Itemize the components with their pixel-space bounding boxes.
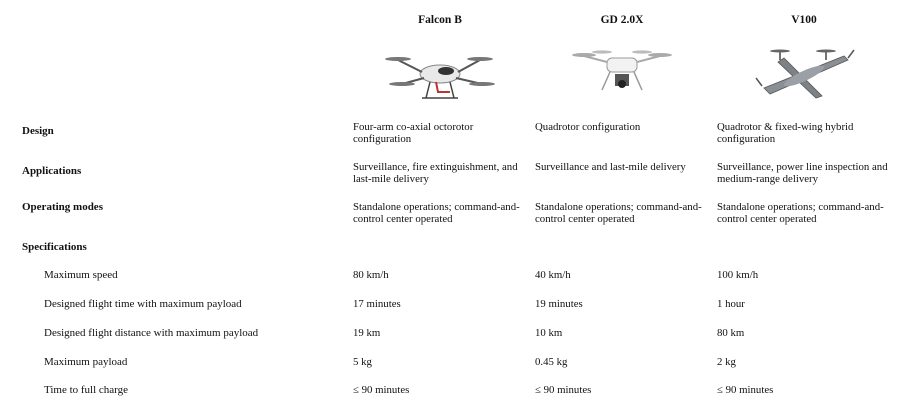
spec-label-flight-time: Designed flight time with maximum payload (44, 298, 242, 310)
spec-label-time-to-full-charge: Time to full charge (44, 384, 129, 396)
maximum-speed-gd-2-0x: 40 km/h (535, 269, 571, 281)
charge-time-gd-2-0x: ≤ 90 minutes (535, 384, 592, 396)
gd-2-0x-drone-image (562, 38, 682, 104)
flight-distance-gd-2-0x: 10 km (535, 327, 563, 339)
charge-time-v100: ≤ 90 minutes (717, 384, 774, 396)
model-name-gd-2-0x: GD 2.0X (600, 14, 644, 26)
charge-time-falcon-b: ≤ 90 minutes (353, 384, 410, 396)
spec-label-maximum-speed: Maximum speed (44, 269, 118, 281)
v100-drone-image (744, 38, 864, 104)
spec-label-maximum-payload: Maximum payload (44, 356, 128, 368)
operating-modes-gd-2-0x: Standalone operations; command-and-control center operated (535, 201, 702, 225)
flight-time-falcon-b: 17 minutes (353, 298, 401, 310)
row-label-operating-modes: Operating modes (22, 201, 103, 213)
section-label-specifications: Specifications (22, 241, 87, 253)
maximum-payload-v100: 2 kg (717, 356, 736, 368)
falcon-b-drone-image (380, 38, 500, 104)
operating-modes-v100: Standalone operations; command-and-control center operated (717, 201, 884, 225)
model-name-falcon-b: Falcon B (418, 14, 462, 26)
maximum-speed-v100: 100 km/h (717, 269, 759, 281)
flight-time-v100: 1 hour (717, 298, 745, 310)
flight-distance-v100: 80 km (717, 327, 745, 339)
design-v100: Quadrotor & fixed-wing hybrid configuration (717, 121, 854, 145)
flight-distance-falcon-b: 19 km (353, 327, 381, 339)
applications-falcon-b: Surveillance, fire extinguishment, and last-mile delivery (353, 161, 518, 185)
design-gd-2-0x: Quadrotor configuration (535, 121, 641, 133)
applications-v100: Surveillance, power line inspection and medium-range delivery (717, 161, 888, 185)
design-falcon-b: Four-arm co-axial octorotor configuration (353, 121, 474, 145)
maximum-payload-falcon-b: 5 kg (353, 356, 372, 368)
applications-gd-2-0x: Surveillance and last-mile delivery (535, 161, 686, 173)
maximum-payload-gd-2-0x: 0.45 kg (535, 356, 568, 368)
row-label-design: Design (22, 125, 54, 137)
flight-time-gd-2-0x: 19 minutes (535, 298, 583, 310)
maximum-speed-falcon-b: 80 km/h (353, 269, 389, 281)
spec-label-flight-distance: Designed flight distance with maximum payload (44, 327, 259, 339)
row-label-applications: Applications (22, 165, 82, 177)
model-name-v100: V100 (791, 14, 817, 26)
operating-modes-falcon-b: Standalone operations; command-and-control center operated (353, 201, 520, 225)
